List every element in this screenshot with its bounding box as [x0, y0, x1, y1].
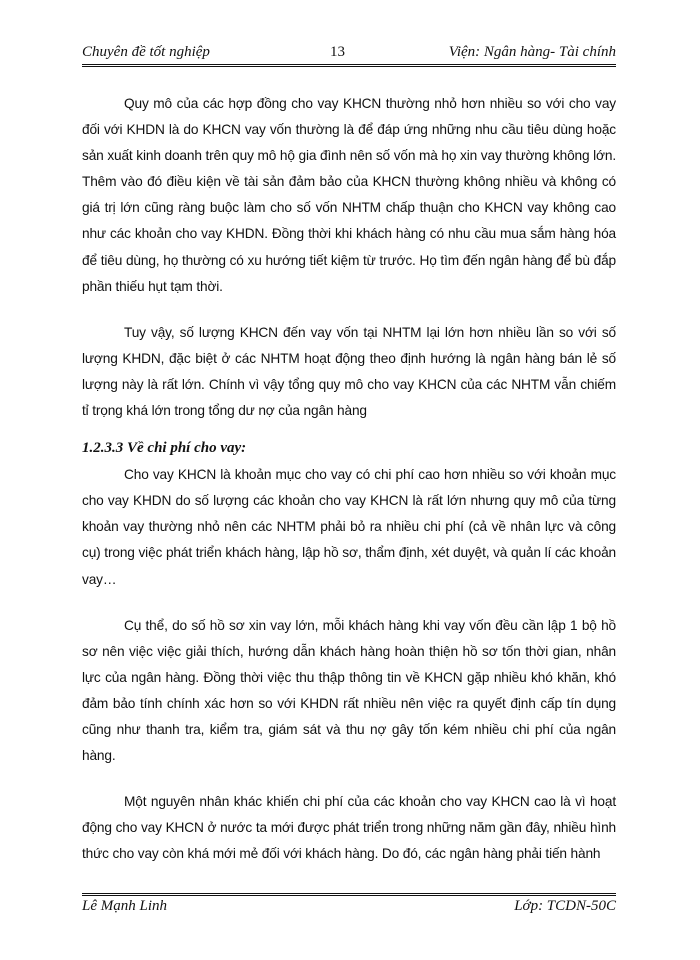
paragraph-lending-cost: Cho vay KHCN là khoản mục cho vay có chi phí cao hơn nhiều so với khoản mục cho vay KHDN do số lượng các khoản cho vay KHCN là rất lớn nhưng quy mô của từng khoản vay thường nhỏ nên các NHTM phải bỏ ra nhiều chi phí (cả về nhân lực và công cụ) trong việc phát triển khách hàng, lập hồ sơ, thẩm định, xét duyệt, và quản lí các khoản vay… [82, 467, 616, 587]
section-heading: 1.2.3.3 Về chi phí cho vay: [82, 440, 247, 457]
page-number: 13 [330, 44, 345, 60]
paragraph-loan-size: Quy mô của các hợp đồng cho vay KHCN thường nhỏ hơn nhiều so với cho vay đối với KHDN là do KHCN vay vốn thường là để đáp ứng những nhu cầu tiêu dùng hoặc sản xuất kinh doanh trên quy mô hộ gia đình nên số vốn mà họ xin vay thường không lớn. Thêm vào đó điều kiện về tài sản đảm bảo của KHCN thường không nhiều và không có giá trị lớn cũng ràng buộc làm cho số vốn NHTM chấp thuận cho KHCN vay không cao như các khoản cho vay KHDN. Đồng thời khi khách hàng có nhu cầu mua sắm hàng hóa để tiêu dùng, họ thường có xu hướng tiết kiệm từ trước. Họ tìm đến ngân hàng để bù đắp phần thiếu hụt tạm thời. [82, 96, 616, 294]
header-institute: Viện: Ngân hàng- Tài chính [448, 44, 616, 60]
header-document-type: Chuyên đề tốt nghiệp [82, 44, 210, 60]
paragraph-other-reason: Một nguyên nhân khác khiến chi phí của các khoản cho vay KHCN cao là vì hoạt động cho vay KHCN ở nước ta mới được phát triển trong những năm gần đây, nhiều hình thức cho vay còn khá mới mẻ đối với khách hàng. Do đó, các ngân hàng phải tiến hành [82, 794, 616, 862]
footer-class: Lớp: TCDN-50C [514, 898, 616, 914]
footer-author: Lê Mạnh Linh [82, 898, 168, 914]
header-rule [82, 64, 616, 67]
paragraph-cost-details: Cụ thể, do số hồ sơ xin vay lớn, mỗi khách hàng khi vay vốn đều cần lập 1 bộ hồ sơ nên việc việc giải thích, hướng dẫn khách hàng hoàn thiện hồ sơ tốn thời gian, nhân lực của ngân hàng. Đồng thời việc thu thập thông tin về KHCN gặp nhiều khó khăn, khó đảm bảo tính chính xác hơn so với KHDN rất nhiều nên việc ra quyết định cấp tín dụng cũng như thanh tra, kiểm tra, giám sát và thu nợ gây tốn kém nhiều chi phí của ngân hàng. [82, 617, 616, 764]
page-header [82, 44, 616, 66]
paragraph-customer-count: Tuy vậy, số lượng KHCN đến vay vốn tại NHTM lại lớn hơn nhiều lần so với số lượng KHDN, đặc biệt ở các NHTM hoạt động theo định hướng là ngân hàng bán lẻ số lượng này là rất lớn. Chính vì vậy tổng quy mô cho vay KHCN của các NHTM vẫn chiếm tỉ trọng khá lớn trong tổng dư nợ của ngân hàng [82, 324, 616, 419]
footer-rule [82, 893, 616, 896]
page-body [82, 91, 616, 887]
